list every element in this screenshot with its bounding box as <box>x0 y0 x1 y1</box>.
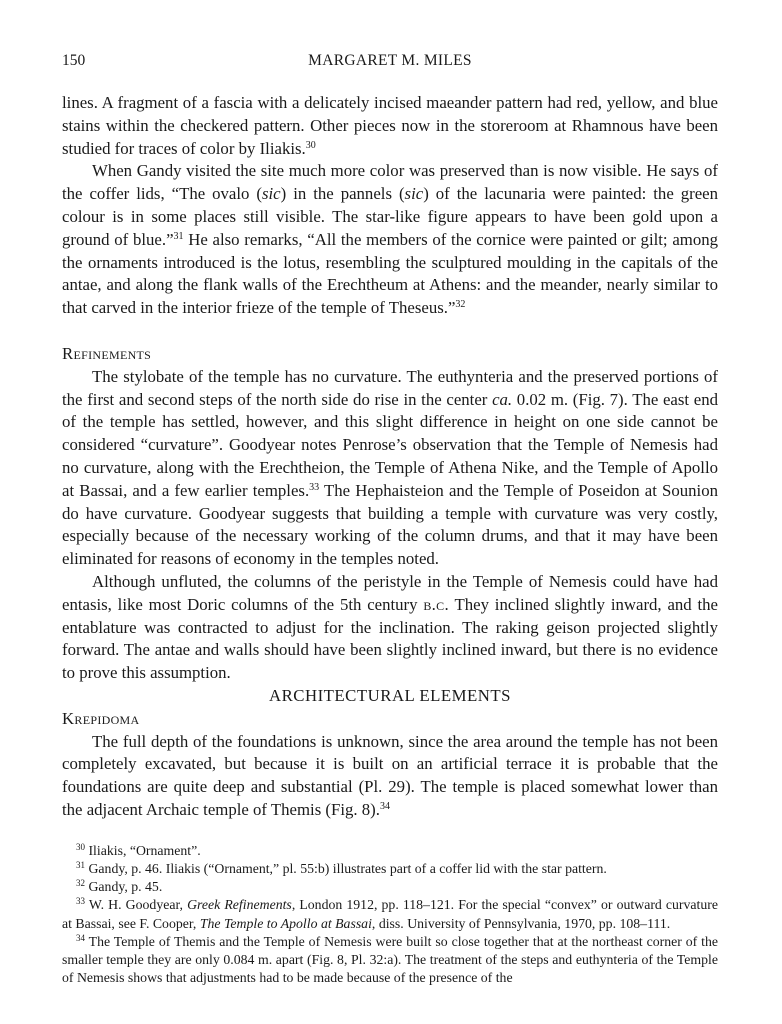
paragraph <box>62 92 718 160</box>
page <box>62 52 718 987</box>
text: When Gandy visited the site much more color was preserved than is now visible. He says of the coffer lids, “The ovalo ( <box>62 161 718 204</box>
footnote-italic: The Temple to Apollo at Bassai <box>199 915 372 931</box>
page-number: 150 <box>62 52 86 69</box>
body-text <box>62 92 718 822</box>
italic-text: sic <box>261 184 281 204</box>
text: The Hephaisteion and the Temple of Poseidon at Sounion do have curvature. Goodyear suggests that building a temple with curvature was very costly, especially because of the necessary working of the column drums, and that it may have been eliminated for reasons of economy in the temples noted. <box>62 480 718 569</box>
footnote-number: 33 <box>76 896 85 907</box>
footnotes <box>62 842 718 988</box>
footnote-ref: 32 <box>455 299 466 311</box>
paragraph <box>62 160 718 320</box>
paragraph <box>62 571 718 685</box>
italic-text: sic <box>404 184 424 204</box>
footnote-text: W. H. Goodyear, <box>88 897 188 913</box>
footnote-text: Gandy, p. 46. Iliakis (“Ornament,” pl. 55:b) illustrates part of a coffer lid with the star pattern. <box>88 860 607 876</box>
footnote-text: , London 1912, pp. 118–121. For the special “convex” or outward curvature at Bassai, see F. Cooper, <box>62 897 718 931</box>
footnote <box>62 933 718 988</box>
footnote-ref: 31 <box>173 230 184 242</box>
text: lines. A fragment of a fascia with a delicately incised maeander pattern had red, yellow, and blue stains within the checkered pattern. Other pieces now in the storeroom at Rhamnous have been studied for traces of color by Iliakis. <box>62 93 718 158</box>
page-header <box>62 52 718 78</box>
footnote-ref: 33 <box>309 481 320 493</box>
text: 0.02 m. (Fig. 7). The east end of the temple has settled, however, and this slight difference in height on one side cannot be considered “curvature”. Goodyear notes Penrose’s observation that the Temple of Nemesis had no curvature, along with the Erechtheion, the Temple of Athena Nike, and the Temple of Apollo at Bassai, and a few earlier temples. <box>62 389 718 500</box>
footnote-italic: Greek Refinements <box>187 897 292 913</box>
text: ) in the pannels ( <box>280 184 405 204</box>
text: They inclined slightly inward, and the entablature was contracted to adjust for the inclination. The raking geison projected slightly forward. The antae and walls should have been slightly inclined inward, but there is no evidence to prove this assumption. <box>62 594 718 683</box>
section-heading-architectural: ARCHITECTURAL ELEMENTS <box>268 685 512 705</box>
footnote-ref: 34 <box>379 800 390 812</box>
text: The stylobate of the temple has no curvature. The euthynteria and the preserved portions of the first and second steps of the north side do rise in the center <box>62 366 718 409</box>
paragraph <box>62 731 718 822</box>
text: Although unfluted, the columns of the peristyle in the Temple of Nemesis could have had entasis, like most Doric columns of the 5th century <box>62 571 718 614</box>
footnote <box>62 896 718 932</box>
text: ) of the lacunaria were painted: the green colour is in some places still visible. The star-like figure appears to have been gold upon a ground of blue.” <box>62 184 719 249</box>
footnote-number: 32 <box>76 878 85 889</box>
footnote <box>62 878 718 896</box>
era-abbrev: b.c. <box>423 594 449 614</box>
section-heading-refinements: Refinements <box>62 343 152 363</box>
footnote-text: , diss. University of Pennsylvania, 1970, pp. 108–111. <box>371 915 671 931</box>
footnote-ref: 30 <box>305 139 316 151</box>
footnote <box>62 842 718 860</box>
text: The full depth of the foundations is unknown, since the area around the temple has not been completely excavated, but because it is built on an artificial terrace it is probable that the foundations are quite deep and substantial (Pl. 29). The temple is placed somewhat lower than the adjacent Archaic temple of Themis (Fig. 8). <box>62 731 718 819</box>
footnote-number: 31 <box>76 859 85 870</box>
footnote-text: The Temple of Themis and the Temple of Nemesis were built so close together that at the northeast corner of the smaller temple they are only 0.084 m. apart (Fig. 8, Pl. 32:a). The treatment of the steps and euthynteria of the Temple of Nemesis shows that adjustments had to be made because of the presence of the <box>62 933 718 986</box>
italic-text: ca. <box>492 389 513 409</box>
footnote-number: 34 <box>76 932 85 943</box>
footnote-text: Gandy, p. 45. <box>88 879 163 895</box>
running-head: MARGARET M. MILES <box>308 52 472 69</box>
text: He also remarks, “All the members of the cornice were painted or gilt; among the ornaments introduced is the lotus, resembling the sculptured moulding in the capitals of the antae, and along the flank walls of the Erechtheum at Athens: and the meander, nearly similar to that carved in the interior frieze of the temple of Theseus.” <box>62 229 718 318</box>
footnote-number: 30 <box>76 841 85 852</box>
footnote <box>62 860 718 878</box>
subsection-heading-krepidoma: Krepidoma <box>62 708 140 728</box>
footnote-text: Iliakis, “Ornament”. <box>88 842 201 858</box>
paragraph <box>62 366 718 571</box>
